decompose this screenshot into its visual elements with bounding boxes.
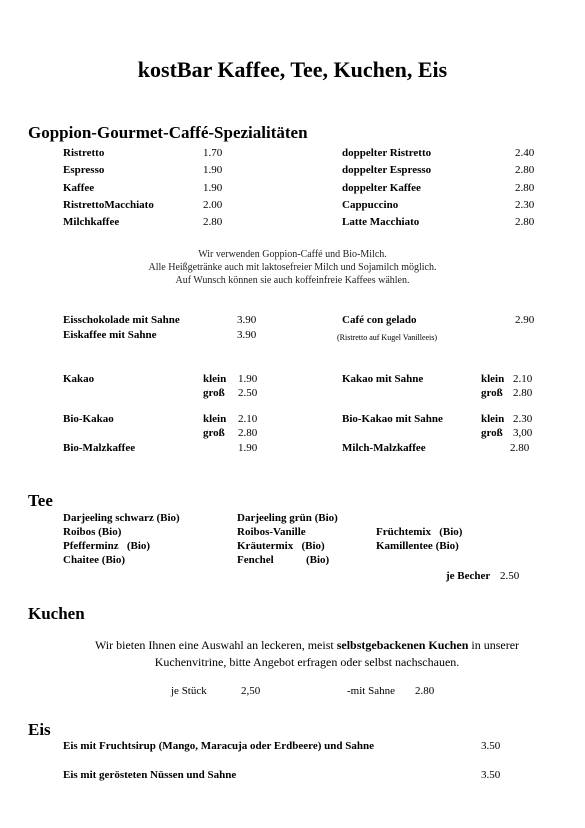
coffee-note: Auf Wunsch können sie auch koffeinfreie Kaffees wählen. — [175, 275, 410, 286]
menu-item-name: Kaffee — [63, 182, 95, 194]
cake-piece-price: 2,50 — [241, 685, 261, 697]
menu-item-price: 1.90 — [238, 373, 258, 385]
menu-item-price: 2.10 — [238, 413, 258, 425]
menu-item-price: 2.30 — [515, 199, 535, 211]
menu-item-name: Espresso — [63, 164, 105, 176]
size-label: groß — [203, 427, 225, 439]
coffee-note: Wir verwenden Goppion-Caffé und Bio-Milch. — [198, 249, 387, 260]
tea-item: Roibos (Bio) — [63, 526, 122, 538]
tea-price: 2.50 — [500, 570, 520, 582]
menu-item-price: 1.90 — [238, 442, 258, 454]
menu-item-price: 2.80 — [515, 164, 535, 176]
size-label: groß — [481, 427, 503, 439]
tea-heading: Tee — [28, 491, 53, 510]
menu-item-price: 2.90 — [515, 314, 535, 326]
size-label: klein — [203, 413, 227, 425]
menu-item-name: Kakao mit Sahne — [342, 373, 424, 385]
tea-item: Fenchel — [237, 554, 274, 566]
cake-description — [72, 637, 542, 671]
cake-cream-label: -mit Sahne — [347, 685, 395, 697]
size-label: klein — [481, 413, 505, 425]
menu-item-price: 2.40 — [515, 147, 535, 159]
menu-item-price: 3.90 — [237, 314, 257, 326]
menu-item-name: Bio-Kakao mit Sahne — [342, 413, 443, 425]
menu-item-price: 2.80 — [238, 427, 258, 439]
tea-item: Darjeeling schwarz (Bio) — [63, 512, 180, 524]
size-label: klein — [203, 373, 227, 385]
cake-piece-label: je Stück — [171, 685, 207, 697]
menu-item-name: Café con gelado — [342, 314, 417, 326]
menu-item-price: 2.50 — [238, 387, 258, 399]
menu-item-price: 2.80 — [203, 216, 223, 228]
menu-item-name: doppelter Ristretto — [342, 147, 432, 159]
menu-item-name: Eis mit Fruchtsirup (Mango, Maracuja oder Erdbeere) und Sahne — [63, 740, 374, 752]
menu-item-price: 2.80 — [513, 387, 533, 399]
tea-item: Kräutermix (Bio) — [237, 540, 325, 552]
cake-heading: Kuchen — [28, 604, 85, 623]
menu-item-price: 2.10 — [513, 373, 533, 385]
menu-item-name: Eis mit gerösteten Nüssen und Sahne — [63, 769, 237, 781]
cake-text-bold: selbstgebackenen Kuchen — [336, 638, 469, 652]
menu-item-price: 2.80 — [515, 216, 535, 228]
menu-item-name: RistrettoMacchiato — [63, 199, 154, 211]
cake-text-start: Wir bieten Ihnen eine Auswahl an leckeren, meist — [94, 638, 337, 652]
menu-item-name: Latte Macchiato — [342, 216, 420, 228]
menu-item-price: 3,00 — [513, 427, 533, 439]
menu-item-name: Cappuccino — [342, 199, 399, 211]
menu-item-name: Eisschokolade mit Sahne — [63, 314, 180, 326]
tea-item: (Bio) — [306, 554, 330, 566]
menu-item-price: 2.80 — [510, 442, 530, 454]
menu-item-name: Bio-Kakao — [63, 413, 114, 425]
tea-item: Darjeeling grün (Bio) — [237, 512, 338, 524]
tea-item: Kamillentee (Bio) — [376, 540, 459, 552]
menu-item-price: 2.00 — [203, 199, 223, 211]
menu-item-name: Milch-Malzkaffee — [342, 442, 426, 454]
size-label: groß — [481, 387, 503, 399]
menu-item-price: 2.80 — [515, 182, 535, 194]
menu-item-name: Milchkaffee — [63, 216, 120, 228]
cake-text-end: in unserer Kuchenvitrine, bitte Angebot erfragen oder selbst nachschauen. — [154, 638, 520, 669]
menu-item-name: doppelter Kaffee — [342, 182, 421, 194]
tea-item: Chaitee (Bio) — [63, 554, 126, 566]
menu-item-note: (Ristretto auf Kugel Vanilleeis) — [337, 333, 438, 342]
coffee-heading: Goppion-Gourmet-Caffé-Spezialitäten — [28, 123, 308, 142]
menu-item-price: 3.50 — [481, 740, 501, 752]
coffee-note: Alle Heißgetränke auch mit laktosefreier Milch und Sojamilch möglich. — [148, 262, 437, 273]
menu-item-name: Ristretto — [63, 147, 105, 159]
menu-item-price: 1.90 — [203, 182, 223, 194]
menu-item-price: 2.30 — [513, 413, 533, 425]
ice-heading: Eis — [28, 720, 51, 739]
tea-item: Pfefferminz (Bio) — [63, 540, 151, 552]
tea-price-label: je Becher — [446, 570, 491, 582]
menu-item-name: Bio-Malzkaffee — [63, 442, 136, 454]
page-title: kostBar Kaffee, Tee, Kuchen, Eis — [137, 57, 448, 82]
menu-item-price: 3.50 — [481, 769, 501, 781]
tea-item: Früchtemix (Bio) — [376, 526, 463, 538]
menu-item-name: doppelter Espresso — [342, 164, 432, 176]
menu-item-name: Eiskaffee mit Sahne — [63, 329, 157, 341]
size-label: klein — [481, 373, 505, 385]
menu-item-name: Kakao — [63, 373, 95, 385]
menu-item-price: 1.90 — [203, 164, 223, 176]
menu-item-price: 3.90 — [237, 329, 257, 341]
menu-item-price: 1.70 — [203, 147, 223, 159]
size-label: groß — [203, 387, 225, 399]
cake-cream-price: 2.80 — [415, 685, 435, 697]
tea-item: Roibos-Vanille — [237, 526, 306, 538]
